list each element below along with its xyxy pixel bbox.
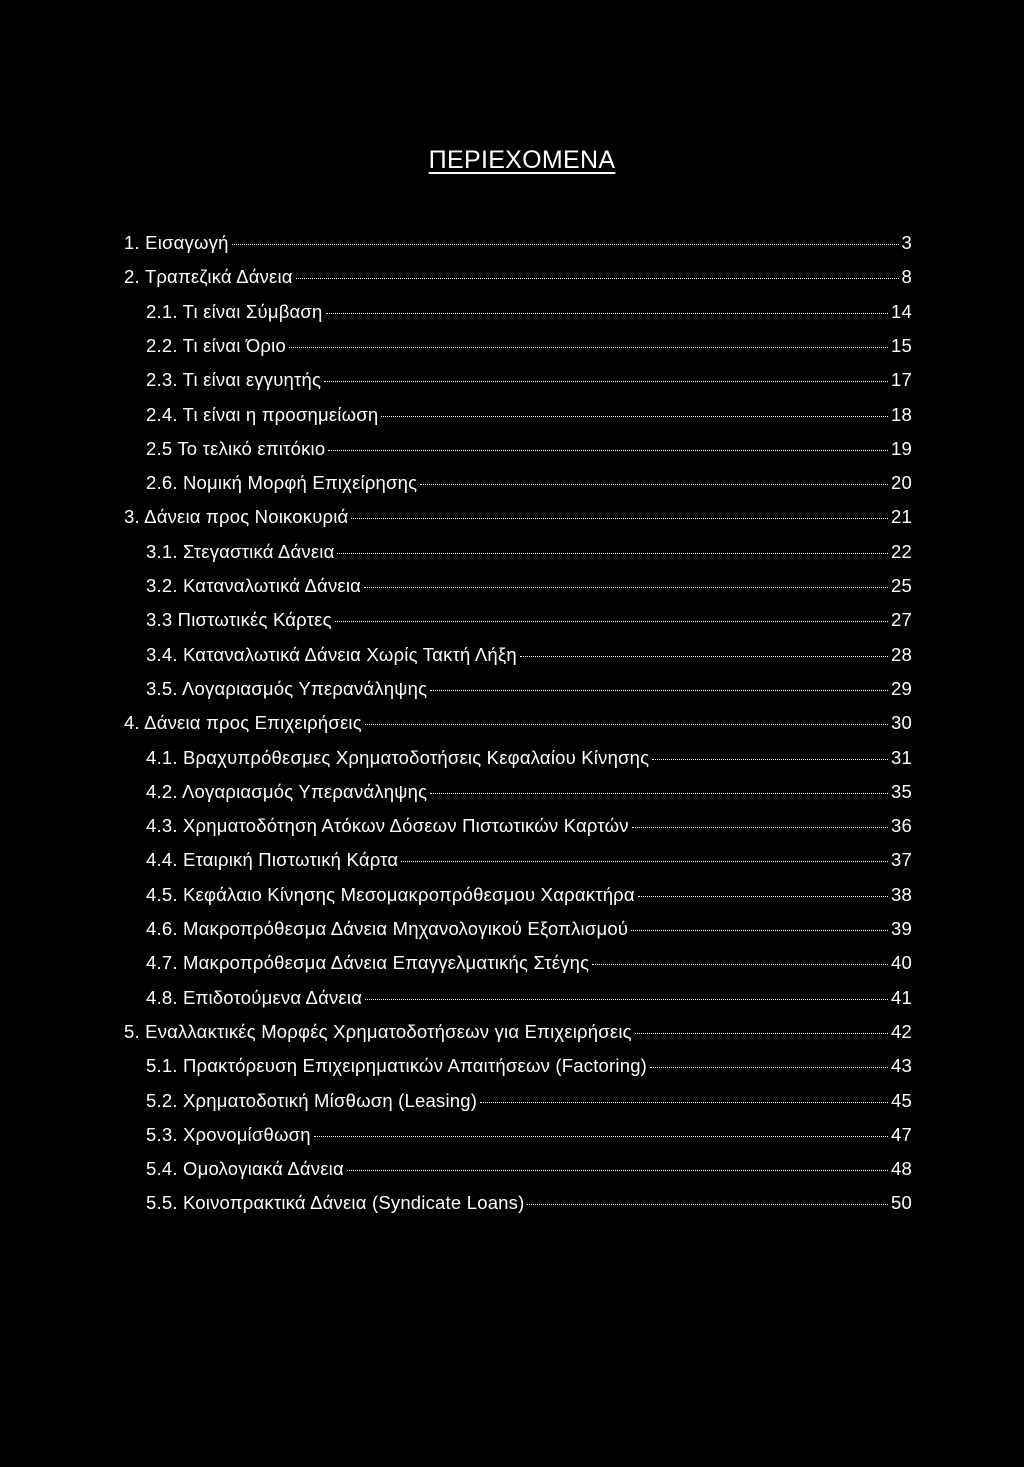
toc-entry [124,706,912,740]
dot-leader [592,964,888,965]
toc-entry [146,1084,912,1118]
toc-entry-label: 1. Εισαγωγή [124,232,229,253]
toc-entry-label: 4. Δάνεια προς Επιχειρήσεις [124,712,362,734]
toc-entry-label: 2.2. Τι είναι Όριο [146,334,286,356]
toc-entry [146,809,912,843]
toc-entry-page-number: 25 [891,575,912,596]
dot-leader [430,690,888,691]
toc-entry-label: 2.6. Νομική Μορφή Επιχείρησης [146,472,418,494]
toc-entry-label: 2. Τραπεζικά Δάνεια [124,266,293,288]
toc-entry-page-number: 3 [901,232,912,253]
dot-leader [326,313,888,314]
dot-leader [527,1204,888,1205]
dot-leader [520,656,888,657]
dot-leader [480,1102,888,1103]
toc-entry-label: 3.5. Λογαριασμός Υπερανάληψης [146,677,428,699]
toc-entry [146,946,912,980]
toc-entry-page-number: 31 [891,746,912,768]
toc-entry-label: 5. Εναλλακτικές Μορφές Χρηματοδοτήσεων για Επιχειρήσεις [124,1020,632,1042]
toc-entry [146,569,912,603]
toc-entry [124,226,912,260]
toc-entry [146,535,912,569]
dot-leader [289,347,888,348]
toc-entry-page-number: 18 [891,403,912,425]
toc-entry-label: 2.4. Τι είναι η προσημείωση [146,403,379,425]
toc-entry-label: 5.3. Χρονομίσθωση [146,1123,311,1145]
toc-entry [146,1186,912,1220]
toc-entry-label: 4.3. Χρηματοδότηση Ατόκων Δόσεων Πιστωτικών Καρτών [146,815,629,837]
dot-leader [365,999,888,1000]
toc-entry-label: 2.3. Τι είναι εγγυητής [146,369,322,391]
toc-entry-page-number: 48 [891,1158,912,1180]
toc-entry-label: 4.1. Βραχυπρόθεσμες Χρηματοδοτήσεις Κεφαλαίου Κίνησης [146,746,650,768]
toc-entry [146,981,912,1015]
dot-leader [401,861,888,862]
toc-entry-page-number: 19 [891,437,912,459]
toc-entry [146,912,912,946]
toc-entry-label: 4.2. Λογαριασμός Υπερανάληψης [146,780,428,802]
toc-entry-page-number: 15 [891,334,912,356]
dot-leader [314,1136,888,1137]
dot-leader [632,827,888,828]
dot-leader [335,621,888,622]
toc-entry-label: 3.3 Πιστωτικές Κάρτες [146,609,332,631]
toc-entry [146,466,912,500]
dot-leader [430,793,888,794]
toc-entry [146,603,912,637]
dot-leader [337,553,888,554]
dot-leader [364,587,888,588]
toc-entry-page-number: 37 [891,849,912,871]
toc-entry [124,500,912,534]
toc-entry-page-number: 30 [891,712,912,734]
toc-entry-label: 4.7. Μακροπρόθεσμα Δάνεια Επαγγελματικής Στέγης [146,952,590,974]
toc-entry-page-number: 45 [891,1089,912,1111]
toc-entry-label: 5.5. Κοινοπρακτικά Δάνεια (Syndicate Loans) [146,1192,525,1214]
toc-entry-label: 4.4. Εταιρική Πιστωτική Κάρτα [146,849,399,871]
toc-entry-page-number: 40 [891,952,912,974]
dot-leader [296,278,899,279]
toc-entry [146,432,912,466]
toc-entry [146,329,912,363]
toc-entry-label: 4.5. Κεφάλαιο Κίνησης Μεσομακροπρόθεσμου Χαρακτήρα [146,883,635,905]
dot-leader [324,381,888,382]
dot-leader [347,1170,888,1171]
dot-leader [328,450,888,451]
toc-entry-label: 5.4. Ομολογιακά Δάνεια [146,1158,344,1180]
dot-leader [365,724,888,725]
toc-entry-page-number: 36 [891,815,912,837]
toc-entry-label: 2.1. Τι είναι Σύμβαση [146,300,323,322]
toc-entry-page-number: 20 [891,472,912,494]
dot-leader [650,1067,888,1068]
toc-entry-page-number: 38 [891,883,912,905]
toc-entry-label: 3.4. Καταναλωτικά Δάνεια Χωρίς Τακτή Λήξη [146,643,517,665]
toc-entry-page-number: 41 [891,986,912,1008]
toc-entry-page-number: 27 [891,609,912,631]
toc-entry-label: 3.2. Καταναλωτικά Δάνεια [146,575,362,596]
toc-entry-label: 3.1. Στεγαστικά Δάνεια [146,540,335,562]
toc-entry [146,363,912,397]
toc-entry [146,878,912,912]
toc-entry [146,741,912,775]
toc-entry [146,295,912,329]
dot-leader [638,896,888,897]
toc-entry [146,775,912,809]
toc-entry [146,1049,912,1083]
toc-entry-label: 2.5 Το τελικό επιτόκιο [146,437,326,459]
toc-entry-page-number: 8 [901,266,912,288]
toc-entry-page-number: 17 [891,369,912,391]
dot-leader [652,759,888,760]
toc-entry-label: 4.8. Επιδοτούμενα Δάνεια [146,986,363,1008]
toc-entry-label: 3. Δάνεια προς Νοικοκυριά [124,506,349,528]
toc-entry [124,260,912,294]
toc-entry-page-number: 42 [891,1020,912,1042]
toc-entry [146,1118,912,1152]
toc-entry [146,398,912,432]
toc-entry-page-number: 14 [891,300,912,322]
toc-entry-page-number: 47 [891,1123,912,1145]
toc-entry-label: 4.6. Μακροπρόθεσμα Δάνεια Μηχανολογικού Εξοπλισμού [146,918,629,939]
toc-entry-label: 5.2. Χρηματοδοτική Μίσθωση (Leasing) [146,1089,478,1111]
toc-entry-label: 5.1. Πρακτόρευση Επιχειρηματικών Απαιτήσεων (Factoring) [146,1055,648,1077]
dot-leader [381,416,888,417]
toc-entry [146,843,912,877]
toc-entry [124,1015,912,1049]
toc-entry-page-number: 28 [891,643,912,665]
toc-entry-page-number: 21 [891,506,912,528]
dot-leader [631,930,888,931]
toc-entry-page-number: 50 [891,1192,912,1214]
toc-entry [146,1152,912,1186]
toc-entry [146,638,912,672]
toc-entry-page-number: 22 [891,540,912,562]
dot-leader [635,1033,888,1034]
toc-entry-page-number: 39 [891,918,912,939]
toc-entry-page-number: 43 [891,1055,912,1077]
toc-entry-page-number: 29 [891,677,912,699]
toc-entry-page-number: 35 [891,780,912,802]
dot-leader [232,244,899,245]
dot-leader [351,518,888,519]
dot-leader [420,484,888,485]
toc-entry [146,672,912,706]
page-title: ΠΕΡΙΕΧΟΜΕΝΑ [428,146,616,174]
